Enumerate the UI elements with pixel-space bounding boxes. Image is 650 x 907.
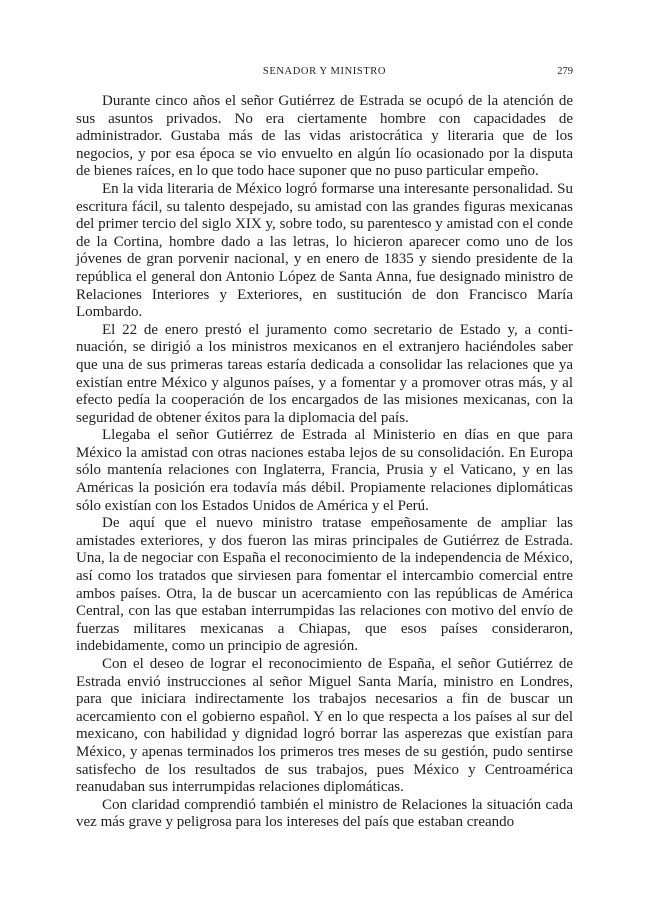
paragraph: Llegaba el señor Gutiérrez de Estrada al Ministerio en días en que para México la amistad con otras naciones estaba lejos de su consolidación. En Europa sólo mantenía relaciones con Inglaterra, Francia, Prusia y el Vaticano, y en las Américas la posición era todavía más débil. Propiamente relaciones diplomáticas sólo existían con los Estados Unidos de América y el Perú.	[76, 427, 573, 514]
paragraph: Con claridad comprendió también el ministro de Relaciones la situación cada vez más grave y peligrosa para los intereses del país que estaban creando	[76, 796, 573, 831]
paragraph: El 22 de enero prestó el juramento como secretario de Estado y, a continuación, se dirigió a los ministros mexicanos en el extranjero haciéndoles saber que una de sus primeras tareas estaría dedicada a consolidar las relaciones que ya existían entre México y algunos países, y a fomentar y a promover otras más, y al efecto pedía la cooperación de los encargados de las misiones mexicanas, con la seguridad de obtener éxitos para la diplomacia del país.	[76, 321, 573, 426]
body-text	[76, 93, 573, 832]
running-head-title: SENADOR Y MINISTRO	[262, 66, 387, 77]
running-head	[76, 66, 573, 82]
paragraph: Con el deseo de lograr el reconocimiento de España, el señor Gutiérrez de Estrada envió instrucciones al señor Miguel Santa María, ministro en Londres, para que iniciara indirectamente los trabajos necesarios a fin de buscar un acercamiento con el gobierno español. Y en lo que respecta a los países al sur del mexicano, con habilidad y dignidad logró borrar las asperezas que existían para México, y apenas terminados los primeros tres meses de su gestión, pudo sentirse satisfecho de los resultados de sus trabajos, pues México y Centroamérica reanudaban sus interrumpidas relaciones diplomáticas.	[76, 656, 573, 796]
page-number: 279	[557, 66, 573, 77]
paragraph: Durante cinco años el señor Gutiérrez de Estrada se ocupó de la atención de sus asuntos privados. No era ciertamente hombre con capacidades de administrador. Gustaba más de las vidas aristocrática y literaria que de los negocios, y por esa época se vio envuelto en algún lío ocasionado por la disputa de bienes raíces, en lo que todo hace suponer que no puso particular empeño.	[76, 93, 573, 180]
paragraph: De aquí que el nuevo ministro tratase empeñosamente de ampliar las amistades exteriores, y dos fueron las miras principales de Gutiérrez de Estrada. Una, la de negociar con España el reconocimiento de la independencia de México, así como los tratados que sirviesen para fomentar el intercambio comercial entre ambos países. Otra, la de buscar un acercamiento con las repúblicas de América Central, con las que estaban interrumpidas las relaciones con motivo del envío de fuerzas militares mexicanas a Chiapas, que esos países consideraron, indebidamente, como un principio de agresión.	[76, 515, 573, 655]
paragraph: En la vida literaria de México logró formarse una interesante personalidad. Su escritura fácil, su talento despejado, su amistad con las grandes figuras mexicanas del primer tercio del siglo XIX y, sobre todo, su parentesco y amistad con el conde de la Cortina, hombre dado a las letras, lo hicieron aparecer como uno de los jóvenes de gran porvenir nacional, y en enero de 1835 y siendo presidente de la república el general don Antonio López de Santa Anna, fue designado ministro de Relaciones Interiores y Exteriores, en sustitución de don Francisco María Lombardo.	[76, 180, 573, 321]
book-page	[76, 66, 573, 832]
